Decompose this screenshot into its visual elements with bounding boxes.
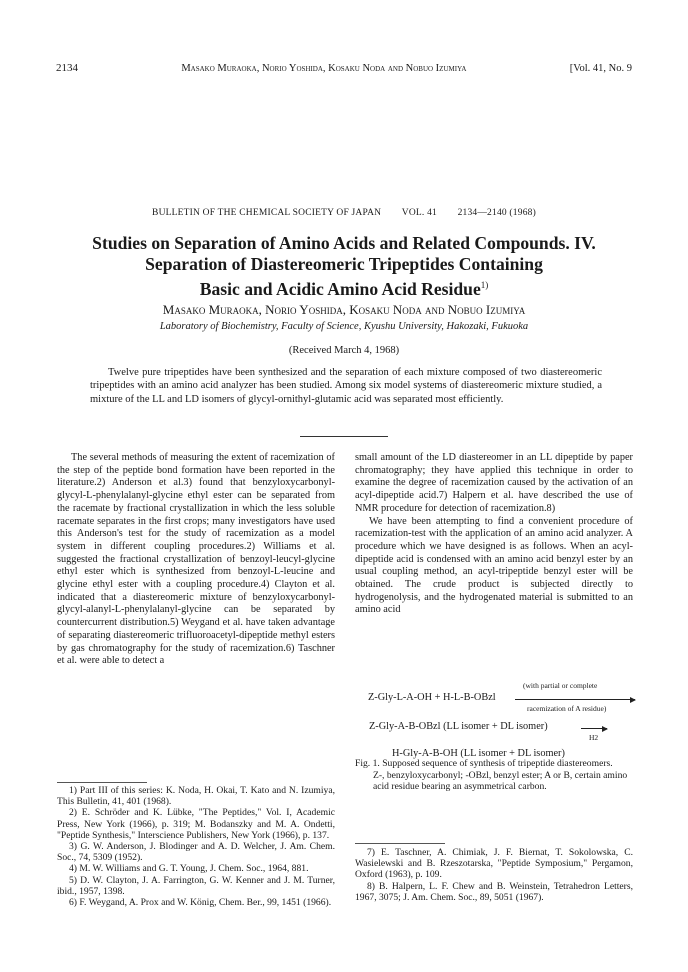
footnote-rule — [57, 782, 147, 783]
paper-title — [40, 233, 648, 300]
footnote: 5) D. W. Clayton, J. A. Farrington, G. W. Kenner and J. M. Turner, ibid., 1957, 1398. — [57, 874, 335, 897]
scheme-arrow-1 — [515, 699, 635, 700]
figure-caption-title: Fig. 1. Supposed sequence of synthesis of tripeptide diastereomers. — [355, 758, 613, 769]
scheme-step-3: H-Gly-A-B-OH (LL isomer + DL isomer) — [392, 748, 565, 759]
received-date: (Received March 4, 1968) — [288, 345, 400, 356]
running-header-authors: Masako Muraoka, Norio Yoshida, Kosaku Noda and Nobuo Izumiya — [181, 63, 467, 74]
title-line-2: Separation of Diastereomeric Tripeptides Containing — [145, 254, 543, 274]
author-list: Masako Muraoka, Norio Yoshida, Kosaku Noda and Nobuo Izumiya — [162, 302, 526, 317]
footnote: 2) E. Schröder and K. Lübke, "The Peptides," Vol. I, Academic Press, New York (1966), p. 319; M. Bodanszky and M. A. Ondetti, "Peptide Synthesis," Interscience Publishers, New York (1966), p. 137. — [57, 807, 335, 841]
journal-name: BULLETIN OF THE CHEMICAL SOCIETY OF JAPAN — [152, 208, 382, 218]
footnotes-right — [355, 847, 633, 903]
journal-line — [0, 208, 688, 218]
scheme-arrow-2 — [581, 728, 607, 729]
footnote: 4) M. W. Williams and G. T. Young, J. Chem. Soc., 1964, 881. — [69, 863, 309, 875]
body-paragraph: We have been attempting to find a convenient procedure of racemization-test with the application of an amino acid analyzer. A procedure which we have designed is as follows. When an acyl-dipeptide acid is condensed with an amino acid benzyl ester by an usual coupling method, an acyl-tripeptide benzyl ester will be obtained. The crude product is subjected directly to hydrogenolysis, and the hydrogenated material is submitted to an amino acid — [355, 515, 633, 616]
footnotes-left — [57, 785, 335, 908]
footnote: 1) Part III of this series: K. Noda, H. Okai, T. Kato and N. Izumiya, This Bulletin, 41, 401 (1968). — [57, 785, 335, 808]
running-header-volume: [Vol. 41, No. 9 — [569, 63, 632, 74]
scheme-condition-above: (with partial or complete — [523, 681, 598, 690]
title-line-1: Studies on Separation of Amino Acids and Related Compounds. IV. — [92, 233, 596, 253]
footnote: 8) B. Halpern, L. F. Chew and B. Weinstein, Tetrahedron Letters, 1967, 3075; J. Am. Chem. Soc., 89, 5051 (1967). — [355, 880, 633, 903]
affiliation: Laboratory of Biochemistry, Faculty of Science, Kyushu University, Hakozaki, Fukuoka — [159, 321, 529, 332]
footnote: 6) F. Weygand, A. Prox and W. König, Chem. Ber., 99, 1451 (1966). — [69, 897, 332, 909]
body-column-right — [355, 452, 633, 617]
figure-caption — [355, 758, 633, 793]
body-paragraph: The several methods of measuring the extent of racemization of the step of the peptide bond formation have been reported in the literature.2) Anderson et al.3) found that benzyloxycarbonyl-glycyl-L-phenylalanyl-glycine ethyl ester can be separated from the racemate by fractional crystallization in which the less soluble racemate separates in the first crops; many investigators have used this Anderson's test for the study of racemization as a model system in different coupling procedures.2) Williams et al. suggested the fractional crystallization of benzoyl-leucyl-glycine ethyl ester which is synthesized from benzoyl-L-leucine and glycine ethyl ester with a coupling procedure.4) Clayton et al. indicated that a diastereomeric mixture of benzyloxycarbonyl-glycyl-alanyl-L-phenylalanyl-glycine can be separated by countercurrent distribution.5) Weygand et al. have taken advantage of separating diastereomeric trifluoroacetyl-dipeptide methyl esters by gas chromatography for the study of racemization.6) Taschner et al. were able to detect a — [57, 452, 335, 667]
scheme-step-1: Z-Gly-L-A-OH + H-L-B-OBzl — [368, 692, 496, 703]
journal-pages: 2134—2140 (1968) — [457, 208, 536, 218]
footnote: 3) G. W. Anderson, J. Blodinger and A. D. Welcher, J. Am. Chem. Soc., 74, 5309 (1952). — [57, 841, 335, 864]
journal-volume: VOL. 41 — [401, 208, 437, 218]
running-header — [56, 62, 632, 74]
footnote: 7) E. Taschner, A. Chimiak, J. F. Biernat, T. Sokolowska, C. Wasielewski and B. Rzeszotarska, "Peptide Symposium," Pergamon, Oxford (1963), p. 109. — [355, 847, 633, 881]
section-divider — [300, 436, 388, 437]
footnote-rule — [355, 843, 445, 844]
title-footnote-mark: 1) — [480, 280, 489, 290]
title-line-3-text: Basic and Acidic Amino Acid Residue — [199, 278, 481, 299]
body-column-left — [57, 452, 335, 668]
scheme-reagent: H2 — [589, 733, 599, 742]
title-line-3 — [40, 275, 648, 300]
scheme-condition-below: racemization of A residue) — [527, 704, 607, 713]
body-paragraph: small amount of the LD diastereomer in an LL dipeptide by paper chromatography; they have applied this technique in order to examine the degree of racemization caused by the activation of an acyl-dipeptide acid.7) Halpern et al. have described the use of NMR procedure for detection of racemization.8) — [355, 452, 633, 514]
abstract: Twelve pure tripeptides have been synthesized and the separation of each mixture composed of two diastereomeric tripeptides with an amino acid analyzer has been studied. Among six model systems of diastereomeric mixture studied, a mixture of the LL and LD isomers of glycyl-ornithyl-glutamic acid was separated most efficiently. — [90, 367, 602, 405]
figure-caption-legend: Z-, benzyloxycarbonyl; -OBzl, benzyl ester; A or B, certain amino acid residue bearing an asymmetrical carbon. — [373, 769, 628, 793]
scheme-step-2: Z-Gly-A-B-OBzl (LL isomer + DL isomer) — [369, 721, 548, 732]
page-number: 2134 — [56, 62, 78, 74]
